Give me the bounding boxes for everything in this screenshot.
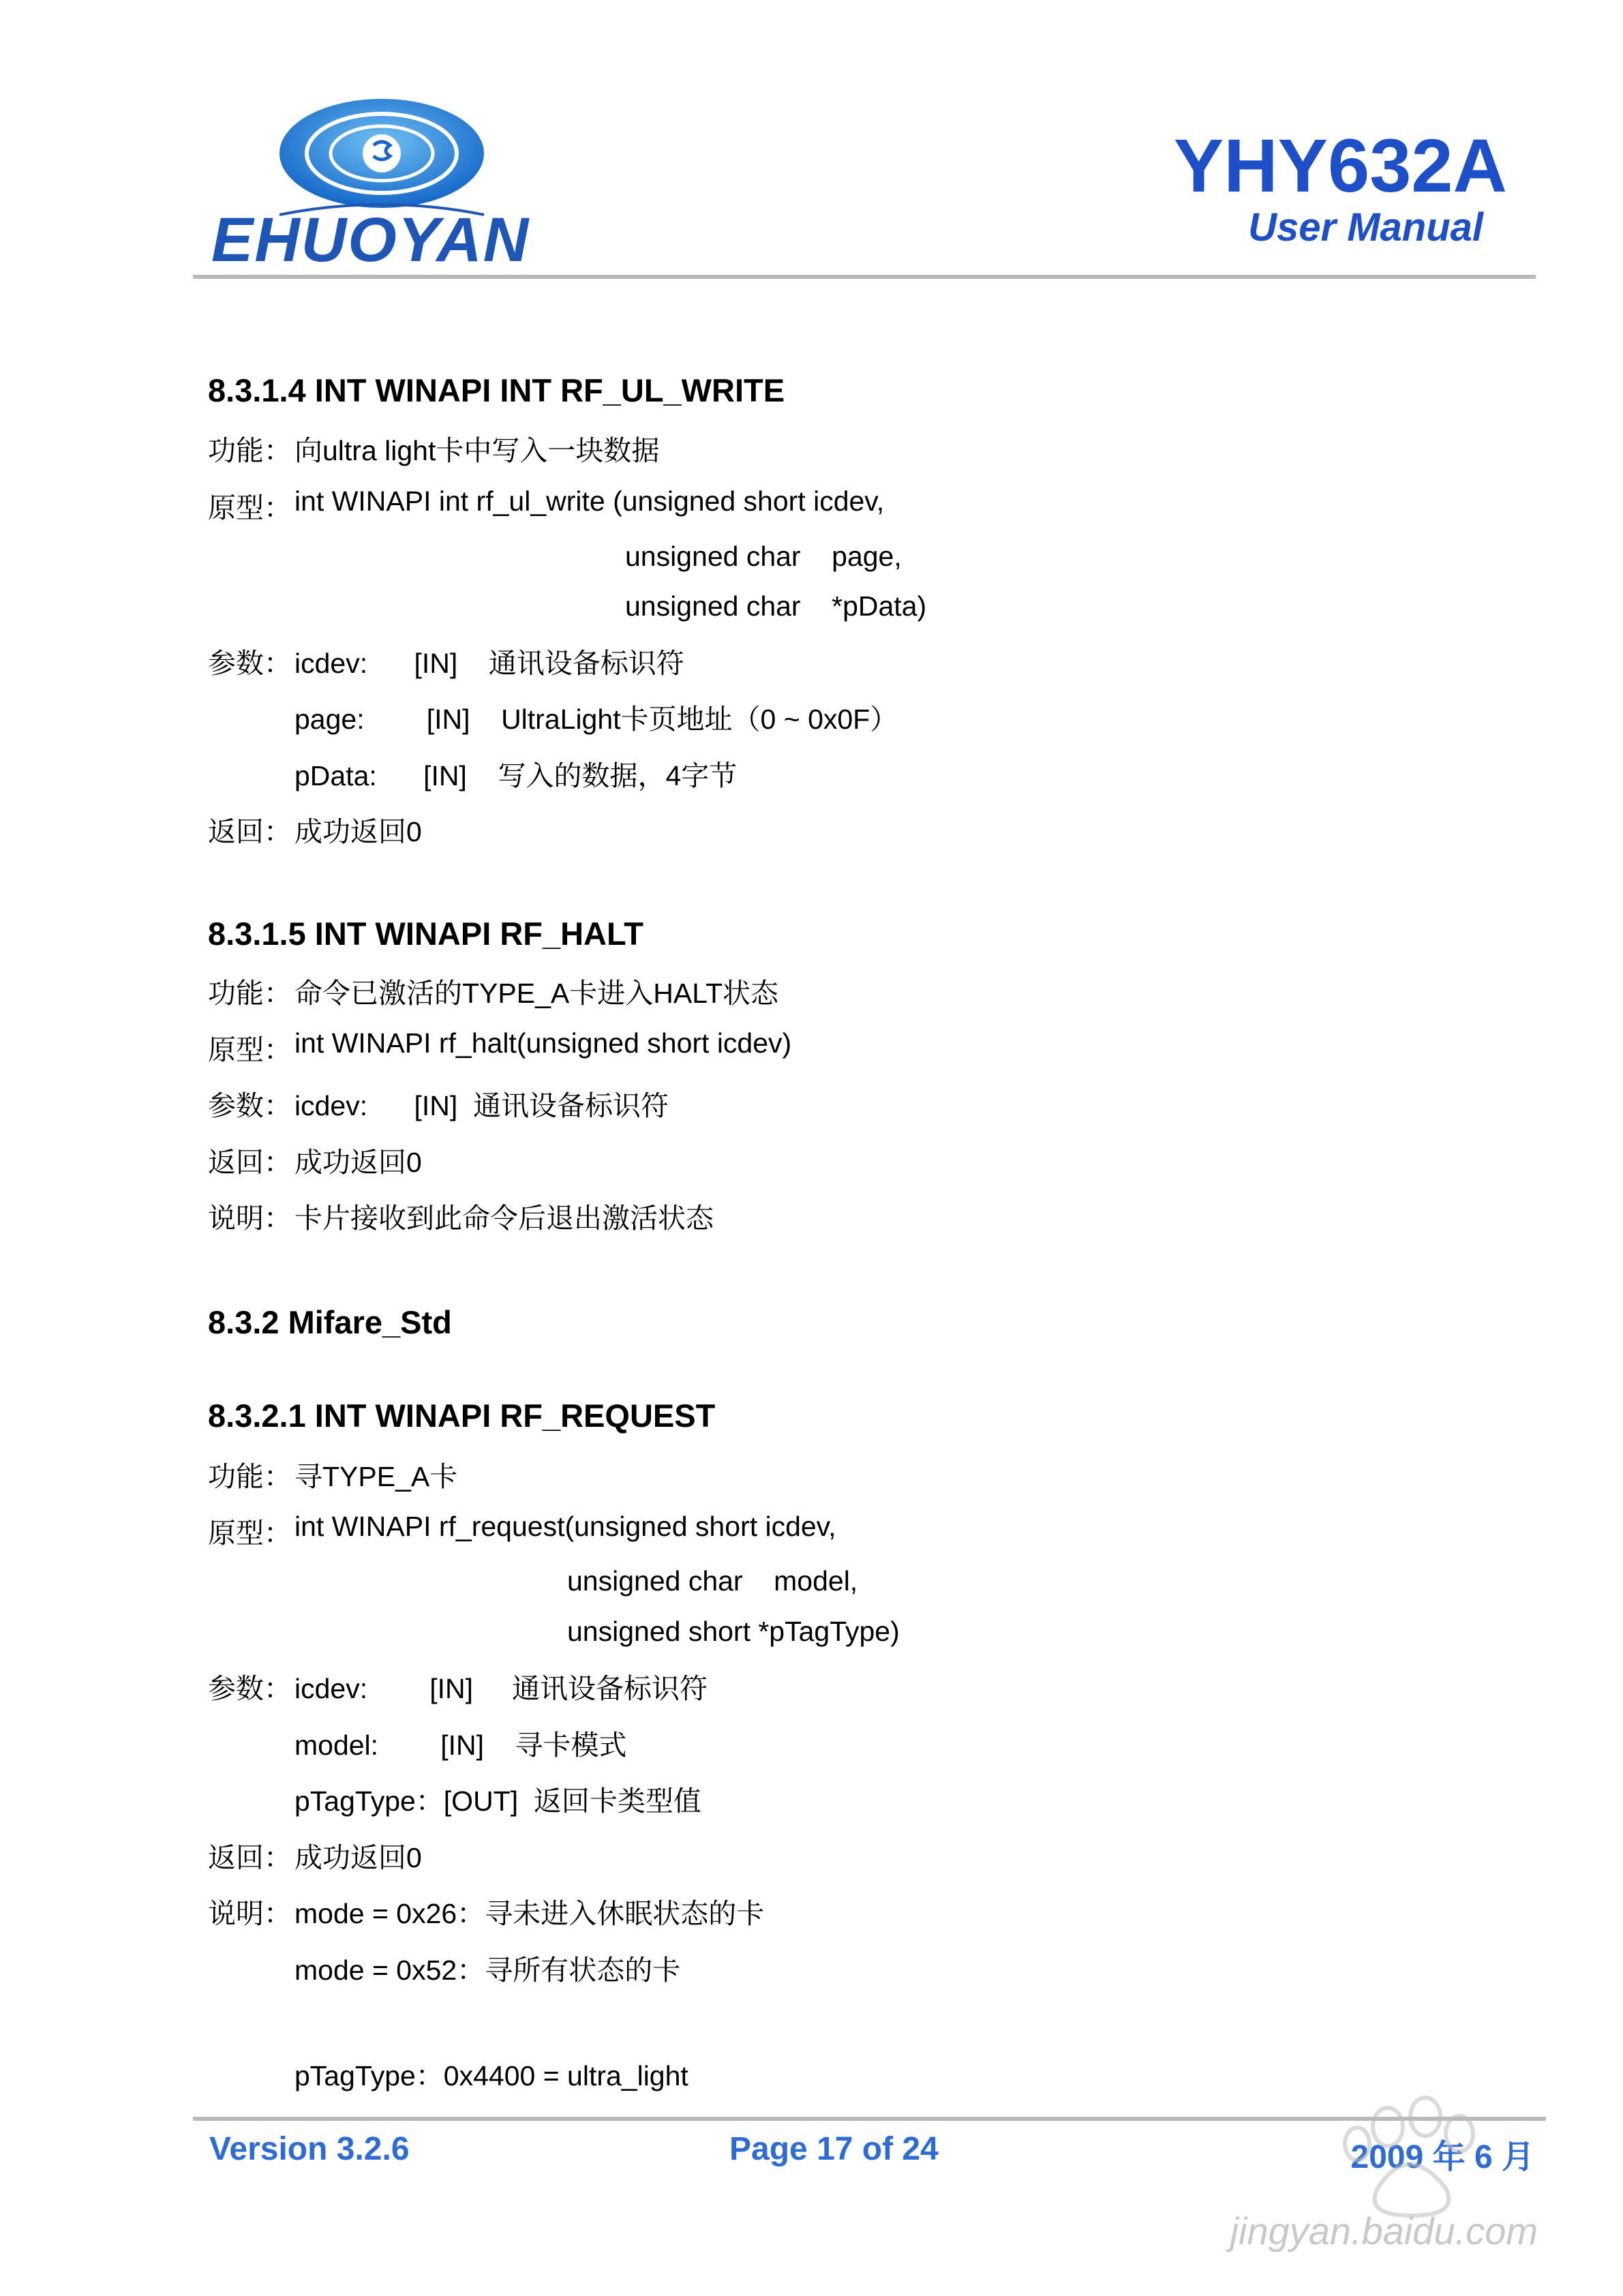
param-line: pTagType：[OUT] 返回卡类型值	[294, 1785, 701, 1817]
param-line: icdev: [IN] 通讯设备标识符	[294, 648, 684, 679]
prototype-text: int WINAPI rf_halt(unsigned short icdev)	[294, 1027, 792, 1059]
return-text: 成功返回0	[294, 1147, 422, 1178]
product-name: YHY632A	[1173, 124, 1507, 208]
prototype-label: 原型：	[208, 1034, 292, 1066]
prototype-label: 原型：	[208, 1517, 292, 1549]
return-label: 返回：	[208, 816, 292, 847]
params-label: 参数：	[208, 648, 292, 679]
note-label: 说明：	[208, 1203, 292, 1234]
prototype-continuation: unsigned char *pData)	[625, 590, 927, 622]
param-line: icdev: [IN] 通讯设备标识符	[294, 1090, 669, 1121]
prototype-continuation: unsigned short *pTagType)	[567, 1616, 900, 1647]
section-title: 8.3.1.5 INT WINAPI RF_HALT	[208, 916, 643, 952]
params-label: 参数：	[208, 1673, 292, 1704]
section-title: 8.3.2.1 INT WINAPI RF_REQUEST	[208, 1398, 716, 1434]
param-line: pData: [IN] 写入的数据，4字节	[294, 760, 738, 791]
prototype-text: int WINAPI int rf_ul_write (unsigned short icdev,	[294, 485, 885, 517]
param-line: icdev: [IN] 通讯设备标识符	[294, 1673, 708, 1704]
return-text: 成功返回0	[294, 1842, 422, 1873]
note-label: 说明：	[208, 1898, 292, 1929]
return-text: 成功返回0	[294, 816, 422, 847]
prototype-label: 原型：	[208, 492, 292, 524]
section-title: 8.3.2 Mifare_Std	[208, 1304, 452, 1340]
note-text: 卡片接收到此命令后退出激活状态	[294, 1203, 714, 1234]
note-line: pTagType：0x4400 = ultra_light	[294, 2060, 688, 2091]
function-label: 功能：	[208, 978, 292, 1009]
return-label: 返回：	[208, 1147, 292, 1178]
function-text: 寻TYPE_A卡	[294, 1461, 458, 1492]
prototype-continuation: unsigned char model,	[567, 1565, 858, 1597]
function-label: 功能：	[208, 435, 292, 466]
params-label: 参数：	[208, 1090, 292, 1121]
return-label: 返回：	[208, 1842, 292, 1873]
footer-version: Version 3.2.6	[209, 2131, 410, 2167]
header-divider	[193, 275, 1536, 279]
footer-date: 2009 年 6 月	[1350, 2139, 1534, 2175]
section-title: 8.3.1.4 INT WINAPI INT RF_UL_WRITE	[208, 372, 785, 408]
function-text: 命令已激活的TYPE_A卡进入HALT状态	[294, 978, 778, 1009]
prototype-continuation: unsigned char page,	[625, 541, 902, 572]
logo-wordmark: EHUOYAN	[211, 205, 530, 275]
prototype-text: int WINAPI rf_request(unsigned short icdev,	[294, 1511, 836, 1542]
function-label: 功能：	[208, 1461, 292, 1492]
document-subtitle: User Manual	[1248, 205, 1483, 250]
function-text: 向ultra light卡中写入一块数据	[294, 435, 660, 466]
footer-page-number: Page 17 of 24	[729, 2131, 939, 2167]
watermark-url: jingyan.baidu.com	[1230, 2209, 1538, 2252]
param-line: page: [IN] UltraLight卡页地址（0 ~ 0x0F）	[294, 704, 898, 735]
param-line: model: [IN] 寻卡模式	[294, 1729, 627, 1761]
note-line: mode = 0x52：寻所有状态的卡	[294, 1954, 681, 1986]
note-line: mode = 0x26：寻未进入休眠状态的卡	[294, 1898, 765, 1929]
